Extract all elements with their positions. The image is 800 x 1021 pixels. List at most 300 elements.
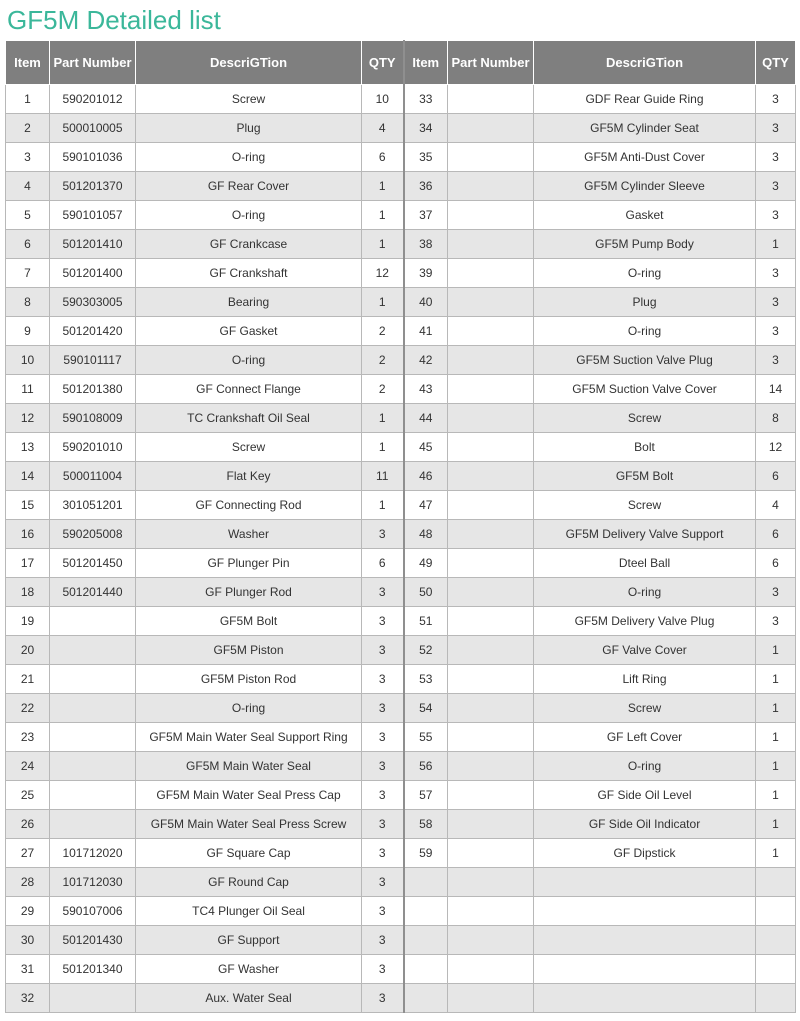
cell-part-number: 501201430 (50, 926, 136, 955)
cell-description (534, 868, 756, 897)
cell-description: GF5M Delivery Valve Support (534, 520, 756, 549)
cell-item: 36 (404, 172, 448, 201)
cell-qty: 12 (362, 259, 404, 288)
table-row (6, 578, 796, 607)
cell-description: GF5M Pump Body (534, 230, 756, 259)
cell-description: GF5M Anti-Dust Cover (534, 143, 756, 172)
cell-description: GF Crankcase (136, 230, 362, 259)
cell-part-number (448, 375, 534, 404)
cell-description: GDF Rear Guide Ring (534, 85, 756, 114)
cell-qty: 3 (756, 85, 796, 114)
header-item: Item (6, 41, 50, 85)
cell-item: 25 (6, 781, 50, 810)
cell-qty: 3 (362, 578, 404, 607)
cell-description: Bearing (136, 288, 362, 317)
cell-item: 54 (404, 694, 448, 723)
cell-qty: 3 (362, 955, 404, 984)
cell-qty: 1 (756, 723, 796, 752)
cell-item: 24 (6, 752, 50, 781)
cell-item: 46 (404, 462, 448, 491)
cell-part-number: 101712020 (50, 839, 136, 868)
cell-description: O-ring (534, 259, 756, 288)
cell-item: 52 (404, 636, 448, 665)
table-row (6, 897, 796, 926)
table-row (6, 172, 796, 201)
cell-qty: 1 (756, 810, 796, 839)
cell-qty: 2 (362, 346, 404, 375)
table-row (6, 346, 796, 375)
cell-description: GF Connect Flange (136, 375, 362, 404)
table-row (6, 85, 796, 114)
page-title: GF5M Detailed list (7, 5, 221, 35)
cell-part-number (448, 868, 534, 897)
cell-part-number (448, 491, 534, 520)
table-row (6, 288, 796, 317)
cell-part-number: 501201410 (50, 230, 136, 259)
cell-item (404, 868, 448, 897)
cell-part-number (448, 346, 534, 375)
cell-description: Plug (136, 114, 362, 143)
cell-item: 7 (6, 259, 50, 288)
cell-description: GF5M Piston Rod (136, 665, 362, 694)
cell-part-number (448, 578, 534, 607)
cell-item: 26 (6, 810, 50, 839)
cell-qty: 14 (756, 375, 796, 404)
cell-description: GF5M Main Water Seal Press Screw (136, 810, 362, 839)
cell-qty (756, 984, 796, 1013)
cell-qty: 3 (756, 143, 796, 172)
header-part-number: Part Number (50, 41, 136, 85)
cell-description: GF5M Suction Valve Cover (534, 375, 756, 404)
cell-qty: 1 (756, 781, 796, 810)
cell-description: GF Support (136, 926, 362, 955)
cell-item: 23 (6, 723, 50, 752)
cell-qty: 3 (756, 259, 796, 288)
cell-qty: 3 (756, 317, 796, 346)
cell-part-number: 590108009 (50, 404, 136, 433)
cell-part-number: 500010005 (50, 114, 136, 143)
header-part-number: Part Number (448, 41, 534, 85)
cell-part-number (448, 607, 534, 636)
cell-part-number: 501201450 (50, 549, 136, 578)
cell-description: GF Plunger Rod (136, 578, 362, 607)
cell-qty: 1 (362, 433, 404, 462)
cell-part-number (448, 172, 534, 201)
cell-description: Screw (534, 404, 756, 433)
cell-part-number: 501201400 (50, 259, 136, 288)
cell-part-number (448, 462, 534, 491)
cell-qty: 3 (756, 346, 796, 375)
cell-part-number (448, 897, 534, 926)
cell-qty: 1 (362, 404, 404, 433)
cell-description: O-ring (136, 201, 362, 230)
cell-part-number (448, 317, 534, 346)
cell-description: O-ring (534, 317, 756, 346)
cell-description: Gasket (534, 201, 756, 230)
cell-item: 58 (404, 810, 448, 839)
table-row (6, 317, 796, 346)
cell-item: 9 (6, 317, 50, 346)
cell-part-number (448, 520, 534, 549)
cell-qty: 1 (362, 230, 404, 259)
cell-qty: 1 (756, 752, 796, 781)
cell-part-number (448, 984, 534, 1013)
cell-part-number (50, 810, 136, 839)
cell-description: GF Plunger Pin (136, 549, 362, 578)
header-row (6, 41, 796, 85)
cell-description: Flat Key (136, 462, 362, 491)
cell-part-number: 590101117 (50, 346, 136, 375)
cell-item: 28 (6, 868, 50, 897)
cell-part-number (448, 636, 534, 665)
cell-part-number: 301051201 (50, 491, 136, 520)
table-body (6, 85, 796, 1013)
cell-item: 53 (404, 665, 448, 694)
cell-part-number (448, 288, 534, 317)
cell-item (404, 984, 448, 1013)
cell-description: GF Crankshaft (136, 259, 362, 288)
cell-description: GF5M Bolt (534, 462, 756, 491)
cell-item: 37 (404, 201, 448, 230)
cell-item: 32 (6, 984, 50, 1013)
cell-part-number (50, 694, 136, 723)
cell-description: GF Left Cover (534, 723, 756, 752)
cell-qty: 12 (756, 433, 796, 462)
cell-part-number: 590201012 (50, 85, 136, 114)
cell-description: GF5M Main Water Seal (136, 752, 362, 781)
cell-description: Screw (534, 694, 756, 723)
cell-part-number (448, 781, 534, 810)
parts-table (5, 40, 796, 1013)
cell-qty: 1 (756, 839, 796, 868)
cell-qty: 3 (756, 607, 796, 636)
cell-item: 1 (6, 85, 50, 114)
table-row (6, 694, 796, 723)
cell-part-number (448, 201, 534, 230)
cell-qty: 3 (362, 781, 404, 810)
cell-description: GF Valve Cover (534, 636, 756, 665)
cell-part-number: 590101057 (50, 201, 136, 230)
cell-description: TC4 Plunger Oil Seal (136, 897, 362, 926)
cell-item: 47 (404, 491, 448, 520)
cell-qty: 3 (362, 723, 404, 752)
cell-qty: 3 (756, 172, 796, 201)
cell-part-number (448, 810, 534, 839)
cell-item: 55 (404, 723, 448, 752)
cell-part-number: 590107006 (50, 897, 136, 926)
cell-item: 41 (404, 317, 448, 346)
cell-item: 30 (6, 926, 50, 955)
cell-part-number: 101712030 (50, 868, 136, 897)
cell-part-number (448, 955, 534, 984)
cell-item: 5 (6, 201, 50, 230)
cell-item: 39 (404, 259, 448, 288)
cell-item: 29 (6, 897, 50, 926)
cell-part-number (448, 665, 534, 694)
cell-qty: 3 (756, 114, 796, 143)
cell-description: GF Connecting Rod (136, 491, 362, 520)
cell-item: 44 (404, 404, 448, 433)
cell-item: 59 (404, 839, 448, 868)
table-row (6, 810, 796, 839)
cell-qty: 6 (362, 549, 404, 578)
table-row (6, 520, 796, 549)
cell-qty: 6 (362, 143, 404, 172)
cell-item (404, 955, 448, 984)
cell-part-number (448, 404, 534, 433)
cell-part-number (448, 85, 534, 114)
cell-qty: 3 (756, 578, 796, 607)
table-row (6, 143, 796, 172)
cell-qty: 1 (756, 230, 796, 259)
cell-item: 31 (6, 955, 50, 984)
cell-qty: 4 (362, 114, 404, 143)
cell-qty: 8 (756, 404, 796, 433)
cell-item: 19 (6, 607, 50, 636)
cell-part-number (448, 230, 534, 259)
cell-description: Bolt (534, 433, 756, 462)
cell-item: 48 (404, 520, 448, 549)
cell-qty: 3 (362, 984, 404, 1013)
cell-item: 45 (404, 433, 448, 462)
cell-item: 27 (6, 839, 50, 868)
cell-item: 33 (404, 85, 448, 114)
cell-qty: 2 (362, 317, 404, 346)
cell-description: GF5M Main Water Seal Press Cap (136, 781, 362, 810)
cell-qty: 10 (362, 85, 404, 114)
cell-part-number: 501201440 (50, 578, 136, 607)
cell-part-number (50, 723, 136, 752)
cell-part-number: 590303005 (50, 288, 136, 317)
cell-description: Aux. Water Seal (136, 984, 362, 1013)
cell-item: 21 (6, 665, 50, 694)
cell-item: 18 (6, 578, 50, 607)
cell-description: O-ring (136, 346, 362, 375)
cell-description (534, 926, 756, 955)
cell-item: 2 (6, 114, 50, 143)
cell-description: GF5M Cylinder Sleeve (534, 172, 756, 201)
cell-qty: 3 (362, 694, 404, 723)
cell-item: 22 (6, 694, 50, 723)
cell-description: GF Gasket (136, 317, 362, 346)
table-row (6, 259, 796, 288)
cell-item: 20 (6, 636, 50, 665)
cell-part-number (50, 781, 136, 810)
table-row (6, 839, 796, 868)
cell-part-number (448, 143, 534, 172)
cell-description: O-ring (136, 143, 362, 172)
cell-part-number (448, 694, 534, 723)
cell-description: GF5M Cylinder Seat (534, 114, 756, 143)
cell-qty: 1 (362, 201, 404, 230)
cell-item: 12 (6, 404, 50, 433)
cell-item (404, 897, 448, 926)
table-row (6, 549, 796, 578)
cell-qty (756, 955, 796, 984)
table-row (6, 781, 796, 810)
cell-part-number (50, 607, 136, 636)
cell-description: GF5M Piston (136, 636, 362, 665)
cell-part-number (50, 636, 136, 665)
cell-item: 15 (6, 491, 50, 520)
cell-description: Plug (534, 288, 756, 317)
table-row (6, 462, 796, 491)
table-row (6, 665, 796, 694)
cell-qty (756, 868, 796, 897)
cell-item: 3 (6, 143, 50, 172)
cell-part-number: 501201420 (50, 317, 136, 346)
cell-qty: 3 (756, 201, 796, 230)
cell-qty: 3 (362, 868, 404, 897)
cell-part-number (448, 926, 534, 955)
cell-qty (756, 897, 796, 926)
header-qty: QTY (362, 41, 404, 85)
cell-item: 16 (6, 520, 50, 549)
cell-item: 40 (404, 288, 448, 317)
cell-item: 13 (6, 433, 50, 462)
cell-part-number: 590101036 (50, 143, 136, 172)
cell-part-number (448, 549, 534, 578)
table-row (6, 375, 796, 404)
cell-qty: 1 (362, 288, 404, 317)
cell-qty: 2 (362, 375, 404, 404)
table-row (6, 114, 796, 143)
table-row (6, 404, 796, 433)
cell-qty: 3 (362, 665, 404, 694)
cell-item: 17 (6, 549, 50, 578)
cell-description (534, 984, 756, 1013)
cell-description: O-ring (136, 694, 362, 723)
table-row (6, 201, 796, 230)
cell-description: GF5M Delivery Valve Plug (534, 607, 756, 636)
cell-part-number (448, 752, 534, 781)
table-row (6, 955, 796, 984)
cell-item: 11 (6, 375, 50, 404)
cell-item: 43 (404, 375, 448, 404)
cell-item: 35 (404, 143, 448, 172)
cell-item: 38 (404, 230, 448, 259)
table-row (6, 926, 796, 955)
cell-qty: 3 (362, 810, 404, 839)
cell-qty: 3 (362, 839, 404, 868)
cell-description: Dteel Ball (534, 549, 756, 578)
cell-item: 42 (404, 346, 448, 375)
cell-item: 10 (6, 346, 50, 375)
table-row (6, 607, 796, 636)
cell-qty: 11 (362, 462, 404, 491)
cell-item: 4 (6, 172, 50, 201)
cell-part-number: 501201340 (50, 955, 136, 984)
cell-description: GF Dipstick (534, 839, 756, 868)
table-header (6, 41, 796, 85)
cell-description: O-ring (534, 752, 756, 781)
cell-part-number: 501201370 (50, 172, 136, 201)
cell-description: TC Crankshaft Oil Seal (136, 404, 362, 433)
cell-item: 8 (6, 288, 50, 317)
cell-qty: 6 (756, 520, 796, 549)
cell-description: GF5M Bolt (136, 607, 362, 636)
cell-item: 50 (404, 578, 448, 607)
cell-part-number: 590201010 (50, 433, 136, 462)
cell-description: Screw (136, 85, 362, 114)
cell-description: GF Round Cap (136, 868, 362, 897)
table-row (6, 868, 796, 897)
cell-qty: 1 (756, 665, 796, 694)
cell-item: 57 (404, 781, 448, 810)
header-description: DescriGTion (136, 41, 362, 85)
cell-part-number: 500011004 (50, 462, 136, 491)
cell-description: Lift Ring (534, 665, 756, 694)
cell-qty: 4 (756, 491, 796, 520)
cell-qty (756, 926, 796, 955)
cell-part-number: 590205008 (50, 520, 136, 549)
cell-part-number (50, 752, 136, 781)
cell-qty: 1 (756, 694, 796, 723)
cell-description (534, 955, 756, 984)
cell-qty: 3 (362, 607, 404, 636)
cell-description: GF Rear Cover (136, 172, 362, 201)
cell-description: GF Washer (136, 955, 362, 984)
cell-qty: 3 (756, 288, 796, 317)
cell-part-number (448, 839, 534, 868)
table-row (6, 491, 796, 520)
cell-part-number (50, 984, 136, 1013)
cell-item: 49 (404, 549, 448, 578)
table-row (6, 723, 796, 752)
cell-description: Screw (534, 491, 756, 520)
cell-qty: 3 (362, 897, 404, 926)
cell-description: GF5M Main Water Seal Support Ring (136, 723, 362, 752)
cell-part-number (448, 259, 534, 288)
cell-item (404, 926, 448, 955)
cell-qty: 1 (362, 491, 404, 520)
cell-part-number (50, 665, 136, 694)
cell-qty: 1 (362, 172, 404, 201)
cell-item: 51 (404, 607, 448, 636)
cell-part-number (448, 723, 534, 752)
cell-description: GF5M Suction Valve Plug (534, 346, 756, 375)
cell-qty: 6 (756, 549, 796, 578)
cell-part-number: 501201380 (50, 375, 136, 404)
header-item: Item (404, 41, 448, 85)
cell-description: O-ring (534, 578, 756, 607)
cell-description: Screw (136, 433, 362, 462)
cell-qty: 3 (362, 636, 404, 665)
cell-description: GF Side Oil Indicator (534, 810, 756, 839)
cell-qty: 1 (756, 636, 796, 665)
cell-item: 6 (6, 230, 50, 259)
header-description: DescriGTion (534, 41, 756, 85)
table-row (6, 230, 796, 259)
table-row (6, 984, 796, 1013)
cell-part-number (448, 433, 534, 462)
cell-item: 14 (6, 462, 50, 491)
cell-part-number (448, 114, 534, 143)
header-qty: QTY (756, 41, 796, 85)
cell-description: GF Side Oil Level (534, 781, 756, 810)
table-row (6, 752, 796, 781)
table-row (6, 433, 796, 462)
cell-qty: 6 (756, 462, 796, 491)
cell-qty: 3 (362, 520, 404, 549)
cell-item: 56 (404, 752, 448, 781)
cell-description: GF Square Cap (136, 839, 362, 868)
cell-description: Washer (136, 520, 362, 549)
cell-item: 34 (404, 114, 448, 143)
cell-qty: 3 (362, 752, 404, 781)
table-row (6, 636, 796, 665)
cell-qty: 3 (362, 926, 404, 955)
